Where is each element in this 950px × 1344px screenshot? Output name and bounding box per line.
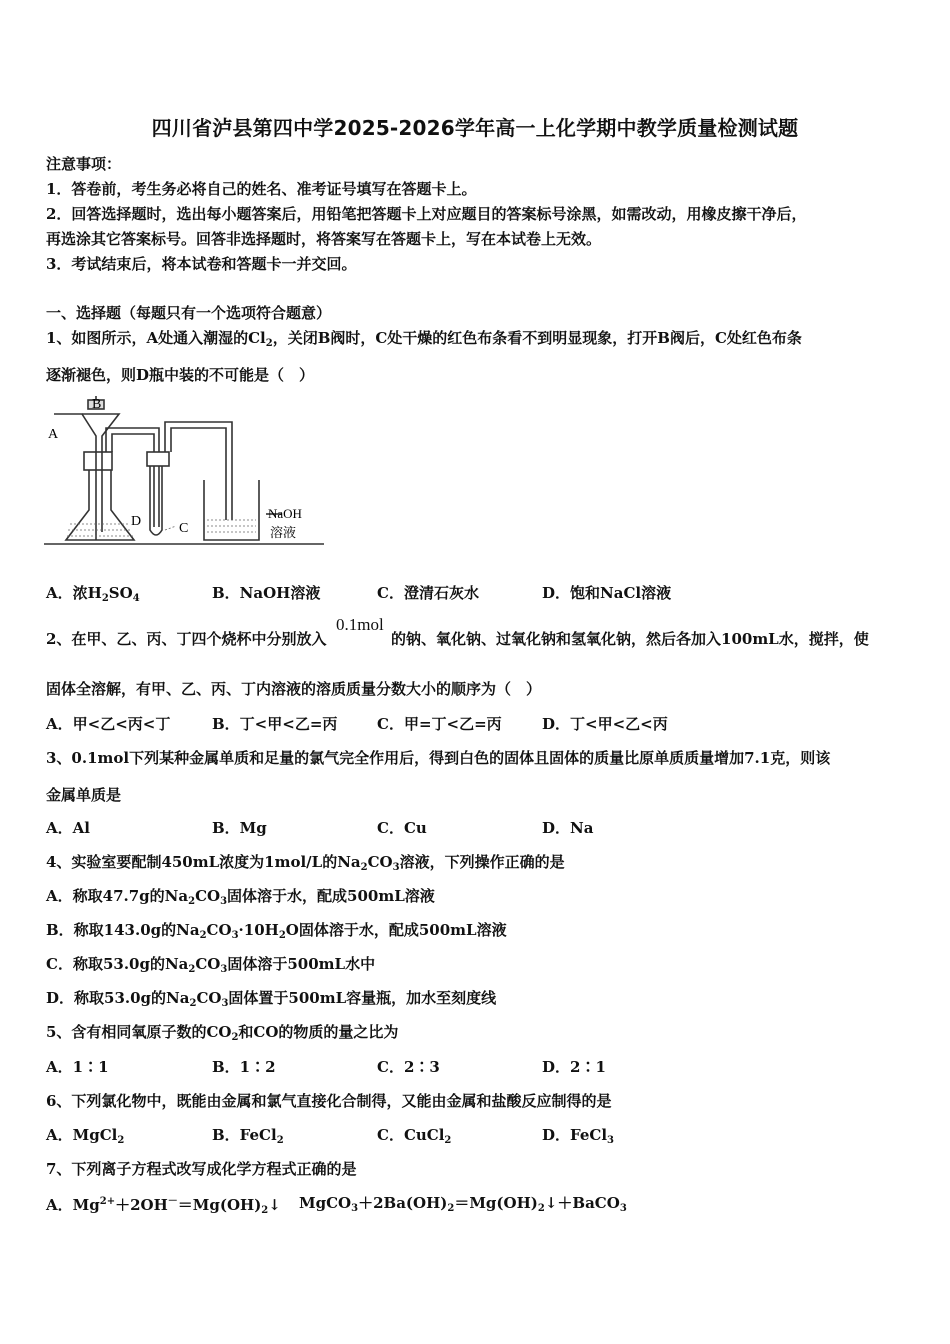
label-b: B — [92, 397, 102, 412]
question-2-option-d[interactable]: D．丁<甲<乙<丙 — [542, 715, 668, 733]
question-1-option-a[interactable]: A．浓$H_2SO_4$ — [46, 584, 140, 604]
question-7-stem: 7、下列离子方程式改写成化学方程式正确的是 — [46, 1160, 357, 1178]
question-6-option-d[interactable]: D．FeCl$_3$ — [542, 1126, 614, 1146]
question-3-stem: 3、0.1mol下列某种金属单质和足量的氯气完全作用后，得到白色的固体且固体的质量比原单质质量增加7.1克，则该 — [46, 749, 831, 767]
question-1-option-d[interactable]: D．饱和NaCl溶液 — [542, 584, 672, 602]
notice-heading: 注意事项： — [46, 155, 122, 173]
question-4-option-c[interactable]: C．称取53.0g的$Na_2CO_3$固体溶于500mL水中 — [46, 955, 376, 975]
question-1-stem: 1、如图所示，A处通入潮湿的$Cl_2$，关闭B阀时，C处干燥的红色布条看不到明显现象，打开B阀后，C处红色布条 — [46, 329, 802, 349]
question-3-option-c[interactable]: C．Cu — [377, 819, 427, 837]
question-2-option-c[interactable]: C．甲=丁<乙=丙 — [377, 715, 502, 733]
question-1-option-c[interactable]: C．澄清石灰水 — [377, 584, 479, 602]
question-1-stem-line2: 逐渐褪色，则D瓶中装的不可能是（ ） — [46, 366, 315, 384]
section-heading: 一、选择题（每题只有一个选项符合题意） — [46, 304, 332, 322]
question-4-option-d[interactable]: D．称取53.0g的$Na_2CO_3$固体置于500mL容量瓶，加水至刻度线 — [46, 989, 497, 1009]
question-3-option-a[interactable]: A．Al — [46, 819, 90, 837]
label-a: A — [48, 427, 59, 442]
question-3-option-b[interactable]: B．Mg — [212, 819, 267, 837]
question-5-option-d[interactable]: D．2∶1 — [542, 1058, 606, 1076]
question-6-option-b[interactable]: B．FeCl$_2$ — [212, 1126, 284, 1146]
notice-item: 1．答卷前，考生务必将自己的姓名、准考证号填写在答题卡上。 — [46, 180, 477, 198]
question-5-option-a[interactable]: A．1∶1 — [46, 1058, 109, 1076]
label-c: C — [179, 521, 189, 536]
quantity-formula: 0.1mol — [336, 615, 384, 634]
question-3-stem-line2: 金属单质是 — [46, 786, 122, 804]
question-4-option-a[interactable]: A．称取47.7g的$Na_2CO_3$固体溶于水，配成500mL溶液 — [46, 887, 435, 907]
notice-item: 再选涂其它答案标号。回答非选择题时，将答案写在答题卡上，写在本试卷上无效。 — [46, 230, 602, 248]
question-2-option-a[interactable]: A．甲<乙<丙<丁 — [46, 715, 171, 733]
notice-item: 2．回答选择题时，选出每小题答案后，用铅笔把答题卡上对应题目的答案标号涂黑，如需改动，用橡皮擦干净后， — [46, 205, 807, 223]
question-6-option-a[interactable]: A．MgCl$_2$ — [46, 1126, 125, 1146]
label-solution: 溶液 — [270, 525, 297, 540]
question-6-option-c[interactable]: C．CuCl$_2$ — [377, 1126, 452, 1146]
question-5-stem: 5、含有相同氧原子数的$CO_2$和CO的物质的量之比为 — [46, 1023, 399, 1043]
question-4-stem: 4、实验室要配制450mL浓度为1mol/L的$Na_2CO_3$溶液，下列操作正确的是 — [46, 853, 565, 873]
page-title: 四川省泸县第四中学2025-2026学年高一上化学期中教学质量检测试题 — [151, 116, 799, 140]
notice-item: 3．考试结束后，将本试卷和答题卡一并交回。 — [46, 255, 357, 273]
question-3-option-d[interactable]: D．Na — [542, 819, 594, 837]
question-7-option-a-molecular: $MgCO_3+2Ba(OH)_2=Mg(OH)_2↓+BaCO_3$ — [299, 1194, 627, 1214]
question-7-option-a-ionic[interactable]: A．$Mg^{2+}+2OH^-=Mg(OH)_2↓$ — [46, 1196, 281, 1216]
apparatus-diagram — [44, 392, 334, 552]
label-d: D — [131, 514, 142, 529]
label-naoh: NaOH — [268, 506, 302, 521]
question-2-stem-line2: 固体全溶解，有甲、乙、丙、丁内溶液的溶质质量分数大小的顺序为（ ） — [46, 680, 542, 698]
question-6-stem: 6、下列氯化物中，既能由金属和氯气直接化合制得，又能由金属和盐酸反应制得的是 — [46, 1092, 612, 1110]
question-5-option-b[interactable]: B．1∶2 — [212, 1058, 276, 1076]
question-2-option-b[interactable]: B．丁<甲<乙=丙 — [212, 715, 338, 733]
question-2-stem-pre: 2、在甲、乙、丙、丁四个烧杯中分别放入 — [46, 630, 327, 648]
question-4-option-b[interactable]: B．称取143.0g的$Na_2CO_3\cdot 10H_2O$固体溶于水，配成500mL溶液 — [46, 921, 507, 941]
question-1-option-b[interactable]: B．NaOH溶液 — [212, 584, 321, 602]
question-2-stem-post: 的钠、氧化钠、过氧化钠和氢氧化钠，然后各加入100mL水，搅拌，使 — [391, 630, 869, 648]
question-5-option-c[interactable]: C．2∶3 — [377, 1058, 440, 1076]
